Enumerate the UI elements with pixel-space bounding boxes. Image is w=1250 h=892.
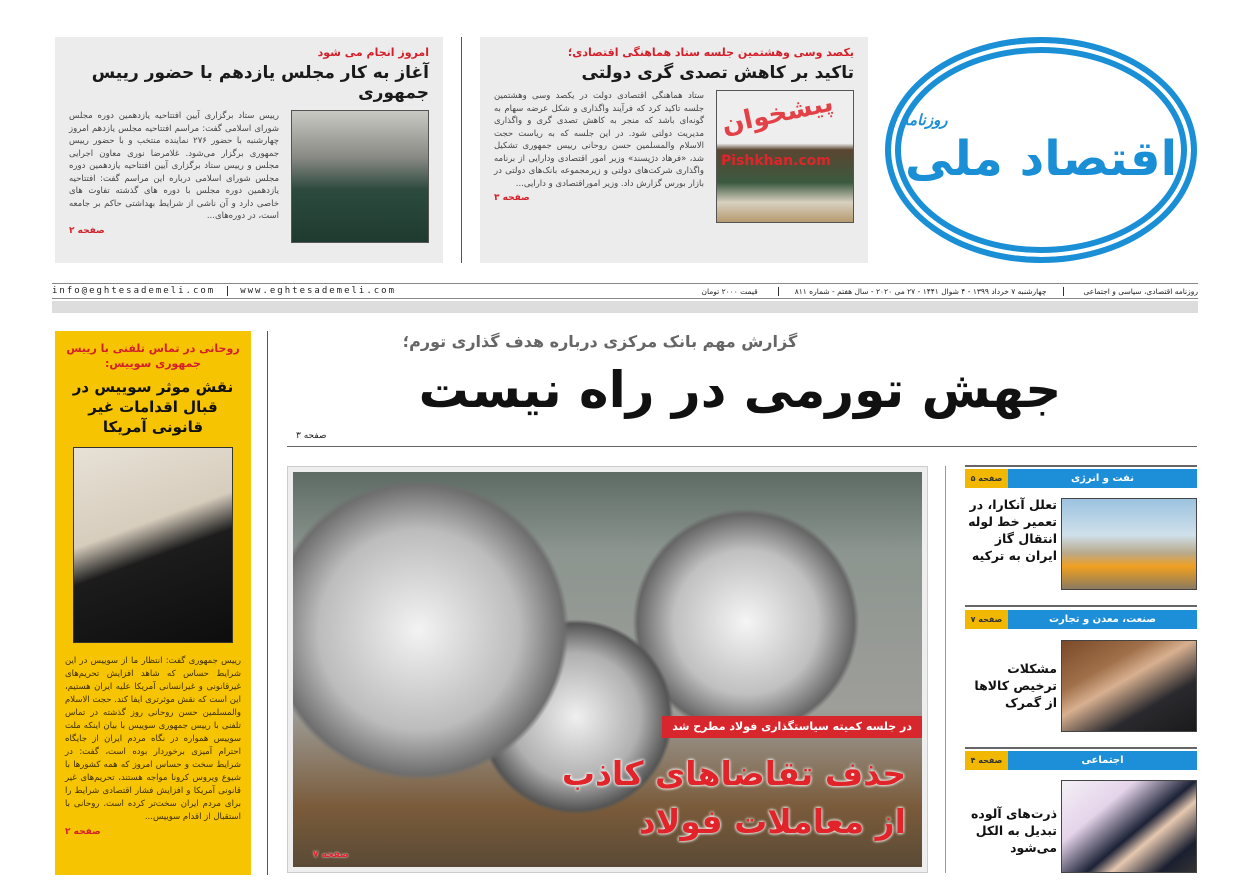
teaser-body: ستاد هماهنگی اقتصادی دولت در یکصد وسی وهشتمین جلسه تاکید کرد که فرآیند واگذاری و شکل عرضه سهام به گونه‌ای باشد که منجر به کاهش تصدی گری و واگذاری مدیریت دولتی شود. در این جلسه که به ریاست حجت الاسلام والمسلمین حسن روحانی رییس جمهوری تشکیل شد، «فرهاد دژپسند» وزیر امور اقتصادی ودارایی از برنامه واگذاری شرکت‌های دولتی و زیرمجموعه بانک‌های دولتی در بازار بورس گزارش داد. وزیر اموراقتصادی و دارایی... [494,91,704,189]
photo-page[interactable]: صفحه ۷ [313,850,349,860]
section-headline[interactable]: تعلل آنکارا، در تعمیر خط لوله انتقال گاز ایران به ترکیه [968,497,1057,563]
section-headline[interactable]: ذرت‌های آلوده تبدیل به الکل می‌شود [971,806,1057,855]
divider [965,605,1197,607]
lead-kicker: گزارش مهم بانک مرکزی درباره هدف گذاری تورم؛ [402,332,798,351]
meeting-photo [716,87,854,223]
price: قیمت ۲۰۰۰ تومان [701,286,758,296]
photo-story[interactable] [287,466,928,873]
yellow-title: نقش موثر سوییس در قبال اقدامات غیر قانونی آمریکا [72,378,234,436]
photo-title-2: از معاملات فولاد [638,802,906,841]
section-label: نفت و انرژی [1070,473,1135,484]
photo-kicker: در جلسه کمیته سیاستگذاری فولاد مطرح شد [662,716,922,738]
section-oil-energy[interactable] [965,469,1197,488]
teaser-kicker: امروز انجام می شود [317,46,429,59]
pipeline-photo [1061,498,1197,590]
teaser-body: رییس ستاد برگزاری آیین افتتاحیه یازدهمین دوره مجلس شورای اسلامی گفت: مراسم افتتاحیه مجلس یازدهم امروز چهارشنبه با حضور ۲۷۶ نماینده منتخب و با حضور رییس جمهوری برگزار می‌شود. غلامرضا نوری معاون اجرایی مجلس و رییس ستاد برگزاری آیین افتتاحیه یازدهمین دوره مجلس شورای اسلامی درباره این مراسم گفت: افتتاحیه یازدهمین دوره مجلس با دوره های گذشته تفاوت های خاصی دارد و آن ناشی از شرایط بهداشتی حاکم بر جامعه است، در دوره‌های... [69,111,279,221]
photo-title-1: حذف تقاضاهای کاذب [561,754,906,793]
section-industry-trade[interactable] [965,610,1197,629]
yellow-page[interactable]: صفحه ۲ [65,827,101,837]
logo-name: اقتصاد ملی [905,131,1178,187]
separator-strip [52,301,1198,313]
section-page[interactable]: صفحه ۷ [965,610,1008,629]
section-social[interactable] [965,751,1197,770]
teaser-page[interactable]: صفحه ۳ [494,193,530,203]
teaser-economic[interactable] [480,37,868,263]
yellow-story[interactable] [55,331,251,875]
rouhani-photo [73,447,233,643]
info-bar [52,283,1198,299]
issue-date: چهارشنبه ۷ خرداد ۱۳۹۹ - ۴ شوال ۱۴۴۱ - ۲۷ می ۲۰۲۰ - سال هفتم - شماره ۸۱۱ [778,287,1064,296]
divider [287,446,1197,447]
official-woman-photo [1061,780,1197,873]
tagline: روزنامه اقتصادی، سیاسی و اجتماعی [1083,286,1198,296]
watermark-fa: پیشخوان [719,87,836,141]
divider [461,37,462,263]
lead-page[interactable]: صفحه ۳ [296,431,327,441]
official-photo [1061,640,1197,732]
teaser-kicker: یکصد وسی وهشتمین جلسه ستاد هماهنگی اقتصادی؛ [567,46,854,59]
section-headline[interactable]: مشکلات ترخیص کالاها از گمرک [974,661,1057,710]
email-link[interactable]: info@eghtesademeli.com [52,286,216,296]
teaser-parliament[interactable] [55,37,443,263]
lead-title[interactable]: جهش تورمی در راه نیست [418,361,1062,419]
masthead-logo[interactable] [885,37,1197,263]
divider [965,465,1197,467]
yellow-body: رییس جمهوری گفت: انتظار ما از سوییس در این شرایط حساس که شاهد افزایش تحریم‌های غیرقانونی و غیرانسانی آمریکا علیه ایران هستیم، این است که نقش موثرتری ایفا کند. حجت الاسلام والمسلمین حسن روحانی روز گذشته در تماس تلفنی با رییس جمهوری سوییس با بیان اینکه ملت سوییس همواره در نگاه مردم ایران از جایگاه احترام آمیزی برخوردار بوده است، گفت: در شرایط سخت و حساس امروز که همه کشورها با شیوع ویروس کرونا مواجه هستند، تحریم‌های غیر قانونی آمریکا و افزایش فشار اقتصادی شرایط را برای مردم ایران سخت‌تر کرده است. روحانی با استقبال از اقدام سوییس... [65,656,241,822]
teaser-page[interactable]: صفحه ۲ [69,225,105,236]
section-label: صنعت، معدن و تجارت [1048,614,1157,625]
teaser-title: آغاز به کار مجلس یازدهم با حضور رییس جمهوری [91,63,429,103]
section-page[interactable]: صفحه ۴ [965,751,1008,770]
steel-coils-photo [293,472,922,867]
divider [965,747,1197,749]
section-label: اجتماعی [1081,755,1124,766]
divider [945,466,946,873]
parliament-photo [291,110,429,243]
yellow-kicker: روحانی در تماس تلفنی با رییس جمهوری سوییس: [66,342,240,370]
watermark: Pishkhan.com [721,153,831,169]
section-page[interactable]: صفحه ۵ [965,469,1008,488]
divider [267,331,268,875]
website-link[interactable]: www.eghtesademeli.com [240,286,397,296]
logo-pre: روزنامه [901,111,948,129]
teaser-title: تاکید بر کاهش تصدی گری دولتی [581,63,854,83]
